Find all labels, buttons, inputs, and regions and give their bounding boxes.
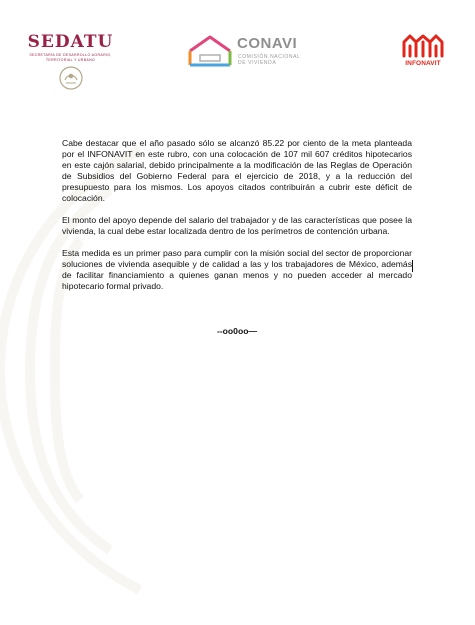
paragraph-1: Cabe destacar que el año pasado sólo se alcanzó 85.22 por ciento de la meta planteada por el INFONAVIT en este rubro, con una colocación de 107 mil 607 créditos hipotecarios en este cajón salarial, debido principalmente a la modificación de las Reglas de Operación de Subsidios del Gobierno Federal para el ejercicio de 2018, y a la reducción del presupuesto para los mismos. Los apoyos citados contribuirán a cubrir este déficit de colocación.: [62, 138, 412, 203]
document-body: [62, 138, 412, 303]
text-cursor: [412, 260, 413, 272]
sedatu-subtitle: SECRETARÍA DE DESARROLLO AGRARIO, TERRITORIAL Y URBANO: [29, 53, 112, 62]
national-seal-icon: [58, 65, 84, 91]
conavi-house-icon: [186, 34, 234, 68]
paragraph-3: Esta medida es un primer paso para cumplir con la misión social del sector de proporcionar soluciones de vivienda asequible y de calidad a las y los trabajadores de México, además de facilitar financiamiento a quienes ganan menos y no pueden acceder al mercado hipotecario formal privado.: [62, 248, 412, 291]
conavi-logo: [186, 34, 311, 70]
sedatu-logo: [18, 32, 123, 91]
closing-mark: --oo0oo—: [216, 326, 258, 336]
conavi-name: CONAVI: [237, 35, 298, 52]
sedatu-name: SEDATU: [27, 32, 114, 52]
paragraph-2: El monto del apoyo depende del salario del trabajador y de las características que posee la vivienda, la cual debe estar localizada dentro de los perímetros de contención urbana.: [62, 215, 412, 236]
infonavit-logo: [398, 32, 448, 68]
infonavit-mark-icon: [401, 32, 445, 59]
infonavit-name: INFONAVIT: [405, 60, 441, 67]
conavi-subtitle: COMISIÓN NACIONAL DE VIVIENDA: [238, 54, 301, 66]
